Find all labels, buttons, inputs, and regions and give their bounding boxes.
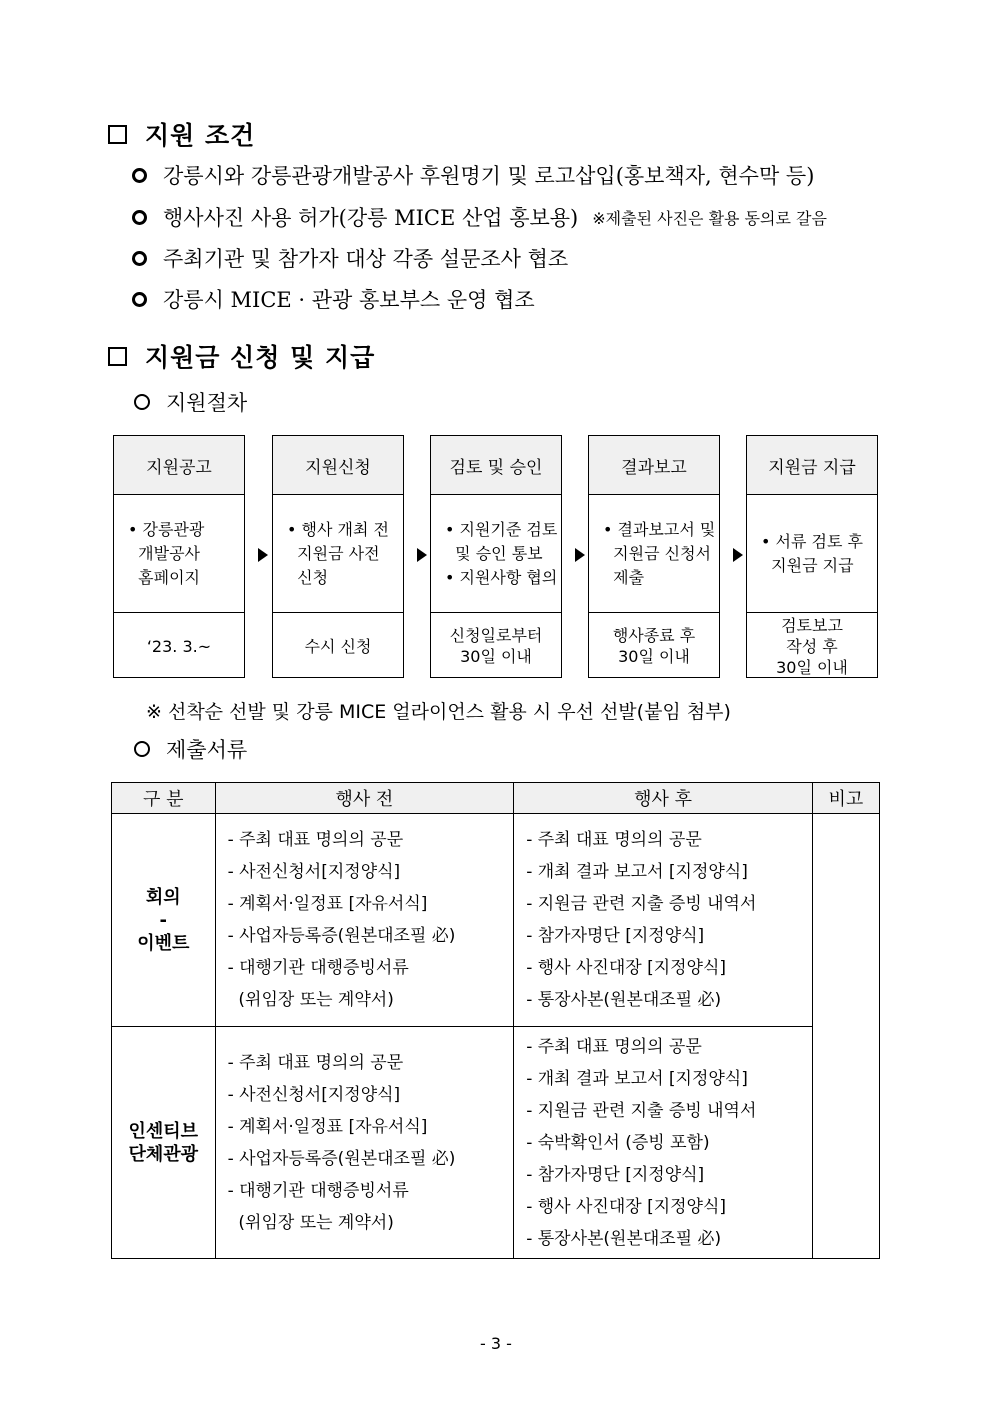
document-item: - 통장사본(원본대조필 必) [526,990,722,1010]
step-description-line: 제출 [603,567,645,587]
section-title-text: 지원 조건 [145,121,256,150]
open-circle-icon [134,741,150,757]
memo-cell [812,814,879,1259]
step-description-line: 홈페이지 [128,567,200,587]
document-item: - 주최 대표 명의의 공문 [526,1036,702,1057]
procedure-step [588,435,720,678]
after-documents-cell [514,1027,813,1259]
open-circle-icon [134,394,150,410]
bullet-circle-icon [132,210,147,225]
document-item: - 주최 대표 명의의 공문 [227,1052,404,1073]
step-title: 지원신청 [273,436,403,495]
document-item: - 개최 결과 보고서 [지정양식] [526,1068,748,1089]
condition-text: 강릉시와 강릉관광개발공사 후원명기 및 로고삽입(홍보책자, 현수막 등) [163,164,815,188]
step-description-line: 개발공사 [128,543,200,563]
arrow-right-icon [417,548,427,562]
step-description-line: 신청 [287,567,329,587]
condition-text: 행사사진 사용 허가(강릉 MICE 산업 홍보용) [163,206,579,230]
table-row [112,1027,880,1259]
step-timing: 신청일로부터 30일 이내 [449,626,543,666]
procedure-step [113,435,245,678]
subsection-text: 지원절차 [166,391,248,415]
before-documents-cell [215,814,514,1027]
bullet-circle-icon [132,292,147,307]
document-item: - 숙박확인서 (증빙 포함) [526,1132,710,1153]
category-cell: 회의 - 이벤트 [112,814,216,1027]
document-item: - 대행기관 대행증빙서류 [227,1180,409,1201]
step-title: 지원공고 [114,436,244,495]
step-title: 지원금 지급 [747,436,877,495]
step-timing: 수시 신청 [304,636,372,656]
arrow-right-icon [258,548,268,562]
header-before: 행사 전 [215,783,514,814]
step-description [431,495,561,613]
step-description-line: • 결과보고서 및 [603,519,716,539]
table-row [112,814,880,1027]
document-item: - 행사 사진대장 [지정양식] [526,1196,727,1217]
bullet-circle-icon [132,251,147,266]
arrow-right-icon [575,548,585,562]
step-description-line: • 강릉관광 [128,519,205,539]
subsection-documents [134,734,247,764]
arrow-right-icon [733,548,743,562]
document-item: - 통장사본(원본대조필 必) [526,1228,722,1249]
procedure-step [430,435,562,678]
step-description-line: 지원금 사전 [287,543,380,563]
bullet-circle-icon [132,168,147,183]
step-description-line: 지원금 신청서 [603,543,711,563]
document-item: (위임장 또는 계약서) [227,1212,394,1233]
subsection-text: 제출서류 [166,738,248,762]
condition-item [132,243,568,273]
document-item: - 참가자명단 [지정양식] [526,926,705,946]
document-item: - 사전신청서[지정양식] [227,1084,401,1105]
header-after: 행사 후 [514,783,813,814]
condition-item [132,284,535,314]
step-timing: 검토보고 작성 후 30일 이내 [776,615,848,677]
section-title-application [108,338,375,374]
step-timing: ‘23. 3.~ [146,636,212,656]
step-description [273,495,403,613]
document-item: - 주최 대표 명의의 공문 [227,830,404,850]
selection-note: ※ 선착순 선발 및 강릉 MICE 얼라이언스 활용 시 우선 선발(붙임 첨부) [146,701,731,723]
document-item: - 지원금 관련 지출 증빙 내역서 [526,894,757,914]
document-item: - 사전신청서[지정양식] [227,862,401,882]
step-description-line: 지원금 지급 [761,555,854,575]
document-item: - 계획서·일정표 [자유서식] [227,1116,428,1137]
document-item: - 계획서·일정표 [자유서식] [227,894,428,914]
step-description [747,495,877,613]
page-number: - 3 - [480,1334,512,1353]
document-item: - 지원금 관련 지출 증빙 내역서 [526,1100,757,1121]
condition-note: ※제출된 사진은 활용 동의로 갈음 [592,208,827,228]
table-header-row [112,783,880,814]
document-item: - 주최 대표 명의의 공문 [526,830,702,850]
condition-text: 강릉시 MICE · 관광 홍보부스 운영 협조 [163,288,535,312]
header-memo: 비고 [812,783,879,814]
document-item: - 참가자명단 [지정양식] [526,1164,705,1185]
step-description-line: • 행사 개최 전 [287,519,389,539]
section-title-support-conditions [108,116,255,152]
step-title: 검토 및 승인 [431,436,561,495]
document-item: - 개최 결과 보고서 [지정양식] [526,862,748,882]
step-description [114,495,244,613]
step-description-line: • 서류 검토 후 [761,531,863,551]
checkbox-square-icon [108,125,127,144]
step-title: 결과보고 [589,436,719,495]
document-item: - 사업자등록증(원본대조필 必) [227,926,456,946]
document-item: - 대행기관 대행증빙서류 [227,958,409,978]
condition-text: 주최기관 및 참가자 대상 각종 설문조사 협조 [163,247,569,271]
step-timing: 행사종료 후 30일 이내 [612,626,696,666]
step-description-line: • 지원사항 협의 [445,567,558,587]
after-documents-cell [514,814,813,1027]
checkbox-square-icon [108,347,127,366]
condition-item [132,160,814,190]
header-category: 구 분 [112,783,216,814]
document-item: - 행사 사진대장 [지정양식] [526,958,727,978]
documents-table [111,782,880,1259]
step-description [589,495,719,613]
step-description-line: • 지원기준 검토 [445,519,558,539]
category-cell: 인센티브 단체관광 [112,1027,216,1259]
section-title-text: 지원금 신청 및 지급 [145,343,376,372]
step-description-line: 및 승인 통보 [445,543,543,563]
document-item: (위임장 또는 계약서) [227,990,394,1010]
subsection-procedure [134,387,247,417]
condition-item [132,202,827,232]
document-item: - 사업자등록증(원본대조필 必) [227,1148,456,1169]
before-documents-cell [215,1027,514,1259]
procedure-step [746,435,878,678]
procedure-step [272,435,404,678]
